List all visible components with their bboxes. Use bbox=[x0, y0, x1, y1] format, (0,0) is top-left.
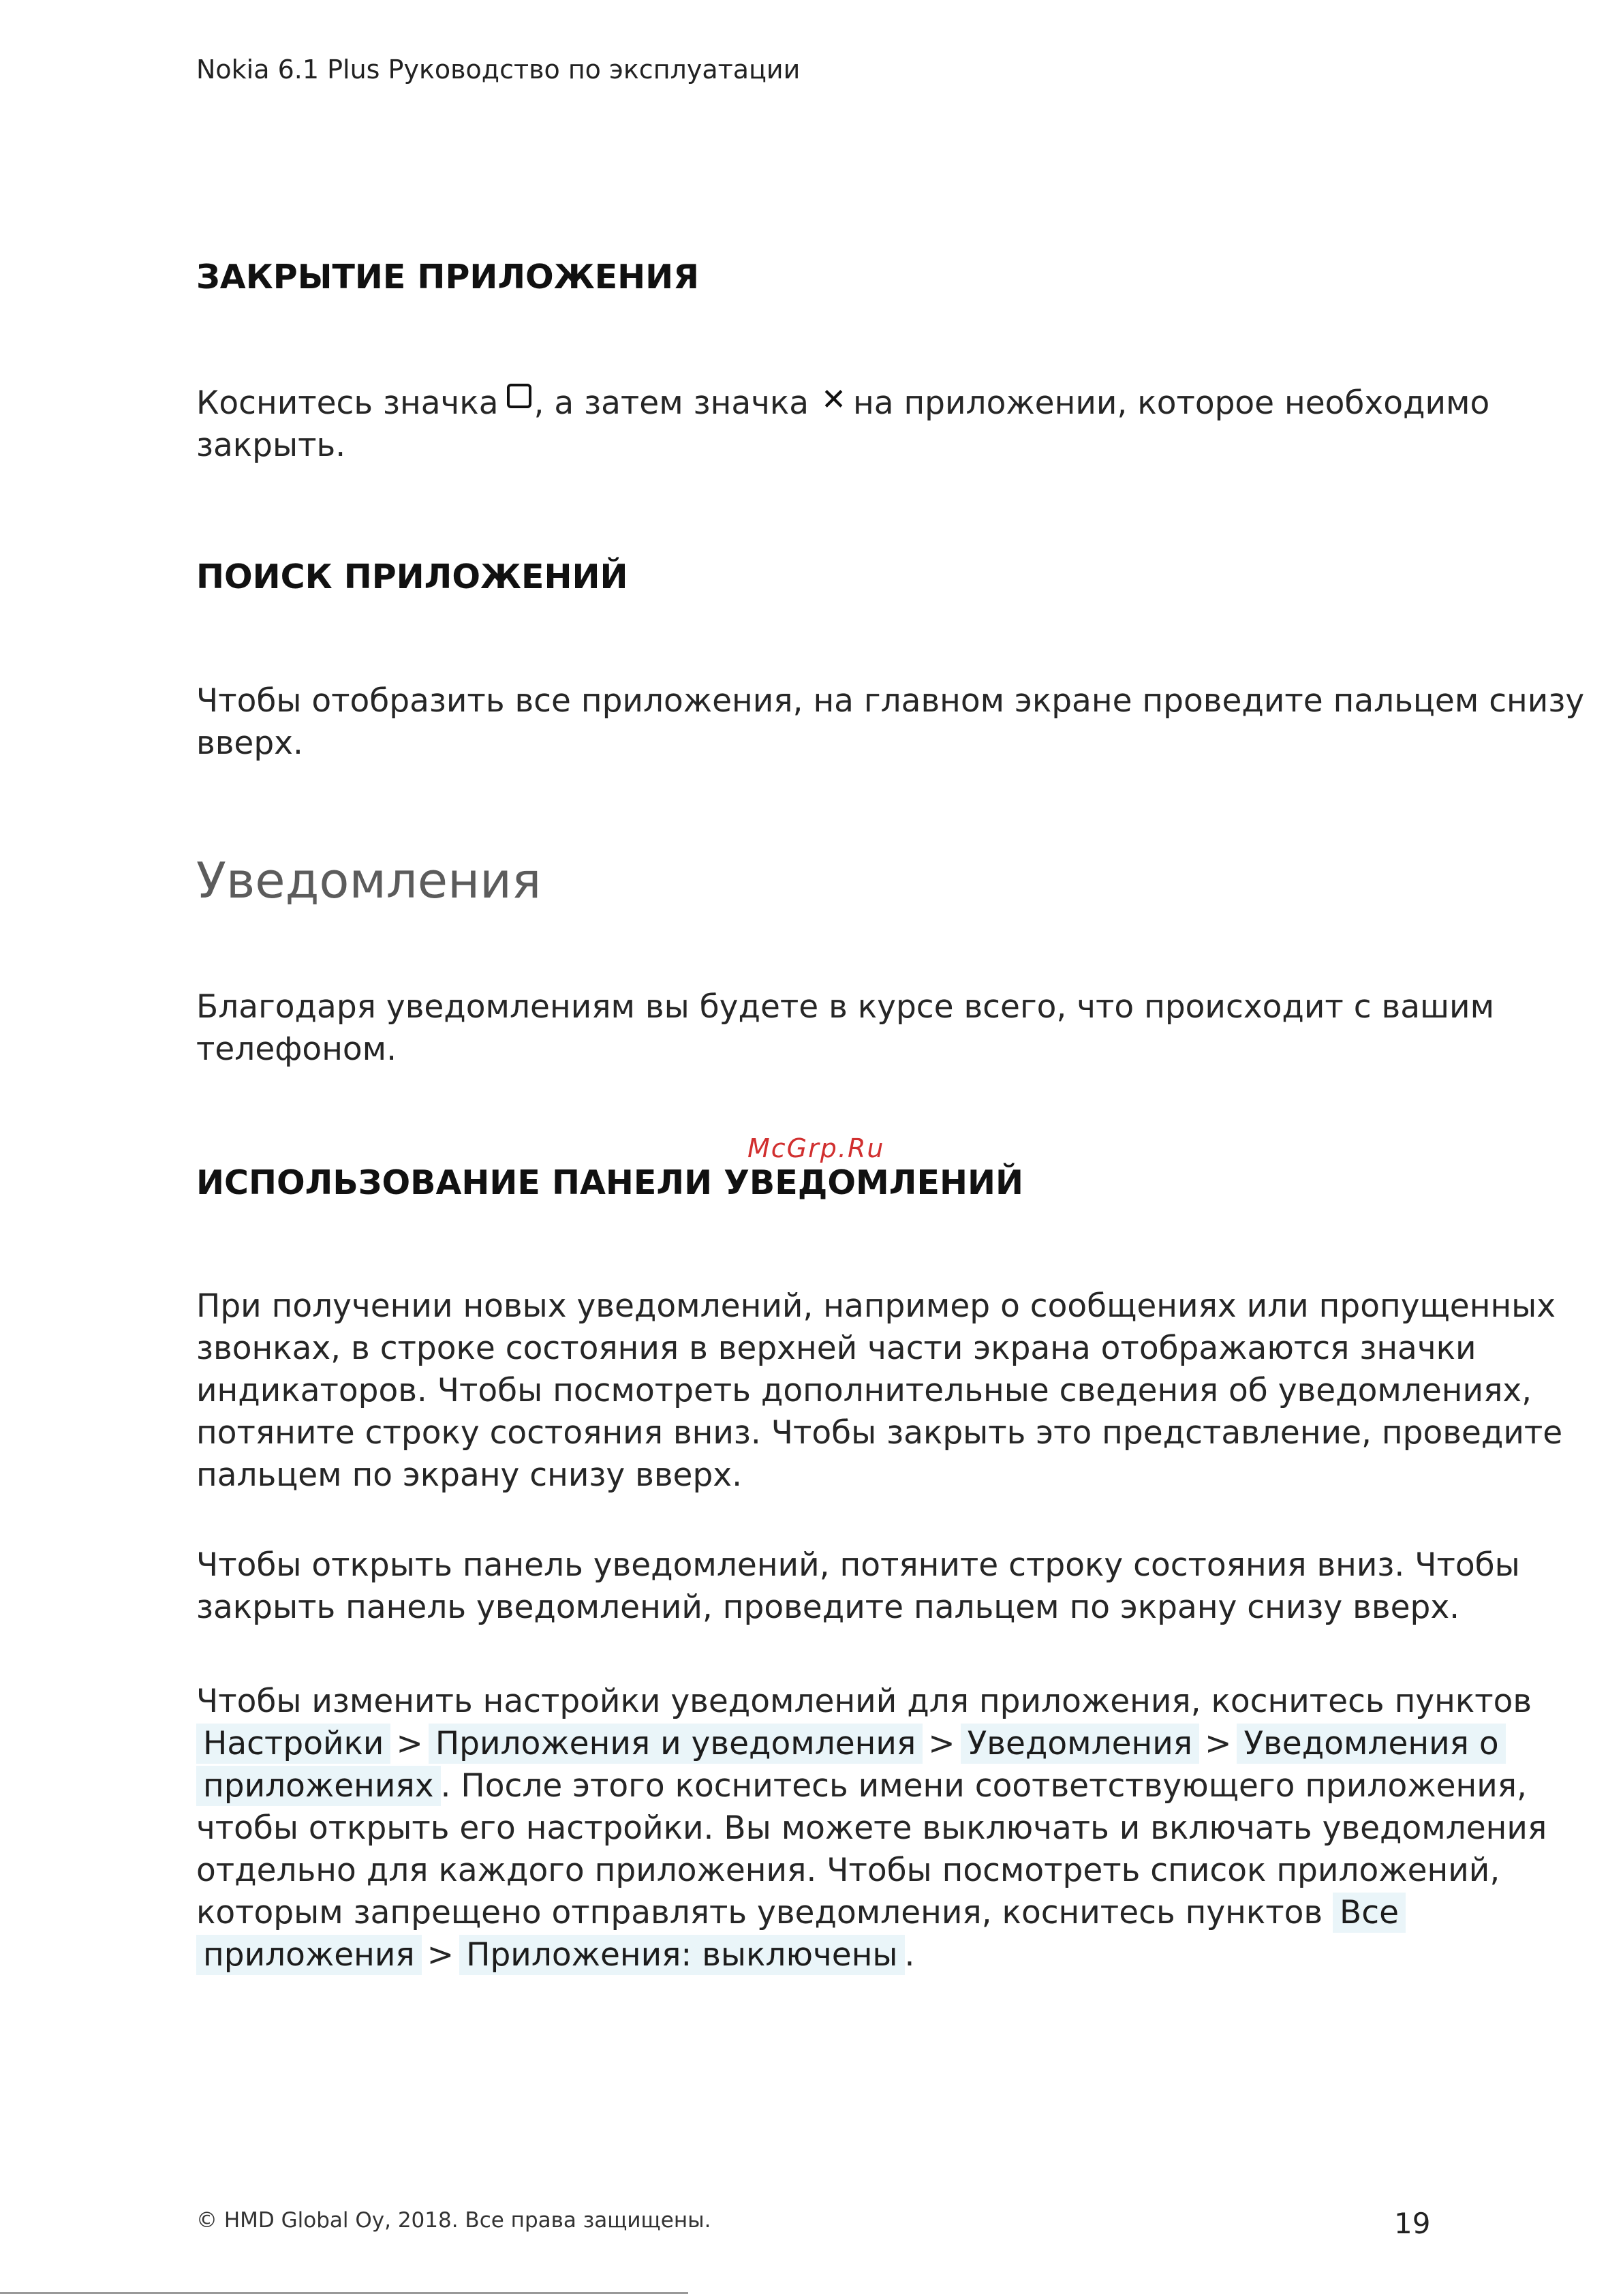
paragraph-line: вверх. bbox=[196, 724, 303, 762]
paragraph-find-apps bbox=[196, 680, 1585, 765]
paragraph-line: Чтобы открыть панель уведомлений, потяните строку состояния вниз. Чтобы bbox=[196, 1546, 1520, 1584]
paragraph-line: телефоном. bbox=[196, 1030, 397, 1068]
page-number: 19 bbox=[1394, 2207, 1431, 2240]
path-separator: > bbox=[1205, 1725, 1232, 1762]
paragraph-line: звонках, в строке состояния в верхней части экрана отображаются значки bbox=[196, 1330, 1477, 1367]
path-apps-disabled: Приложения: выключены bbox=[459, 1935, 904, 1975]
paragraph-line bbox=[196, 1892, 1457, 1934]
path-apps-notifications: Приложения и уведомления bbox=[429, 1724, 923, 1764]
text-fragment: которым запрещено отправлять уведомления, коснитесь пунктов bbox=[196, 1894, 1323, 1931]
bottom-divider bbox=[0, 2292, 688, 2294]
paragraph-line: отдельно для каждого приложения. Чтобы посмотреть список приложений, bbox=[196, 1852, 1500, 1889]
watermark: McGrp.Ru bbox=[747, 1133, 885, 1163]
paragraph-line: Благодаря уведомлениям вы будете в курсе всего, что происходит с вашим bbox=[196, 988, 1495, 1026]
path-all-apps-cont: приложения bbox=[196, 1935, 422, 1975]
paragraph-line: чтобы открыть его настройки. Вы можете выключать и включать уведомления bbox=[196, 1809, 1547, 1847]
paragraph-panel-2 bbox=[196, 1544, 1520, 1629]
path-separator: > bbox=[427, 1936, 454, 1974]
square-icon bbox=[507, 384, 531, 408]
paragraph-panel-1 bbox=[196, 1285, 1563, 1497]
paragraph-line bbox=[196, 379, 1490, 425]
path-app-notifications-cont: приложениях bbox=[196, 1766, 441, 1806]
text-fragment: , а затем значка bbox=[534, 384, 809, 422]
heading-close-app: ЗАКРЫТИЕ ПРИЛОЖЕНИЯ bbox=[196, 258, 699, 296]
paragraph-close-app bbox=[196, 379, 1490, 467]
heading-notification-panel: ИСПОЛЬЗОВАНИЕ ПАНЕЛИ УВЕДОМЛЕНИЙ bbox=[196, 1163, 1023, 1202]
paragraph-line: При получении новых уведомлений, например о сообщениях или пропущенных bbox=[196, 1287, 1556, 1325]
document-header: Nokia 6.1 Plus Руководство по эксплуатации bbox=[196, 55, 801, 85]
paragraph-line bbox=[196, 1934, 1457, 1976]
paragraph-line: индикаторов. Чтобы посмотреть дополнительные сведения об уведомлениях, bbox=[196, 1372, 1532, 1409]
path-separator: > bbox=[928, 1725, 955, 1762]
paragraph-line: Чтобы изменить настройки уведомлений для приложения, коснитесь пунктов bbox=[196, 1683, 1532, 1720]
path-settings: Настройки bbox=[196, 1724, 390, 1764]
section-title-notifications: Уведомления bbox=[196, 852, 542, 909]
paragraph-line: пальцем по экрану снизу вверх. bbox=[196, 1456, 743, 1494]
text-fragment: . После этого коснитесь имени соответствующего приложения, bbox=[440, 1767, 1527, 1805]
paragraph-panel-3 bbox=[196, 1681, 1547, 1976]
settings-path-line bbox=[196, 1723, 1499, 1765]
path-all-apps: Все bbox=[1333, 1893, 1406, 1933]
heading-find-apps: ПОИСК ПРИЛОЖЕНИЙ bbox=[196, 557, 628, 596]
paragraph-line: закрыть панель уведомлений, проведите пальцем по экрану снизу вверх. bbox=[196, 1589, 1460, 1626]
text-fragment: на приложении, которое необходимо bbox=[852, 384, 1490, 422]
paragraph-line bbox=[196, 1765, 1527, 1807]
footer-copyright: © HMD Global Oy, 2018. Все права защищены. bbox=[196, 2208, 711, 2233]
path-separator: > bbox=[396, 1725, 423, 1762]
paragraph-line: Чтобы отобразить все приложения, на главном экране проведите пальцем снизу bbox=[196, 682, 1585, 720]
path-notifications: Уведомления bbox=[961, 1724, 1199, 1764]
paragraph-line: закрыть. bbox=[196, 427, 346, 464]
path-app-notifications: Уведомления о bbox=[1237, 1724, 1505, 1764]
paragraph-line: потяните строку состояния вниз. Чтобы закрыть это представление, проведите bbox=[196, 1414, 1563, 1452]
text-fragment: . bbox=[904, 1936, 915, 1974]
close-icon: ✕ bbox=[821, 382, 846, 417]
text-fragment: Коснитесь значка bbox=[196, 384, 499, 422]
paragraph-notifications bbox=[196, 986, 1495, 1071]
